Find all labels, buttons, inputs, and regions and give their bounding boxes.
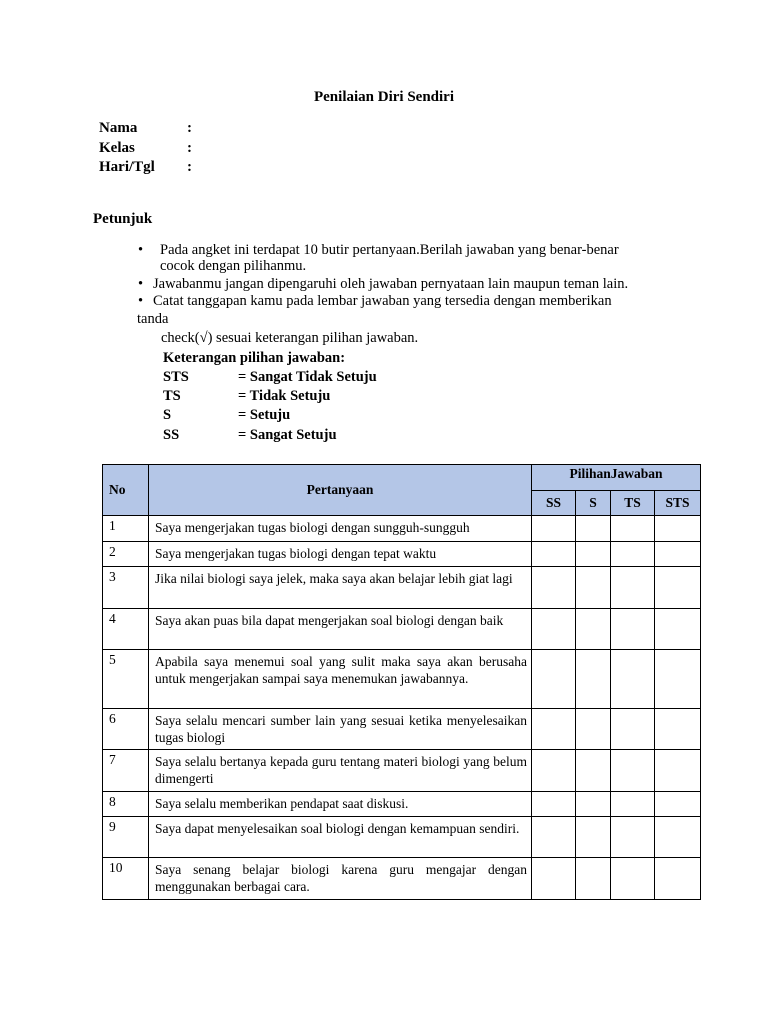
header-pertanyaan: Pertanyaan [149,465,532,516]
answer-cell-ts[interactable] [611,792,655,817]
check-instruction: check(√) sesuai keterangan pilihan jawaban. [161,330,419,346]
bullet-text: Pada angket ini terdapat 10 butir pertanyaan.Berilah jawaban yang benar-benar [160,242,619,258]
row-question: Saya dapat menyelesaikan soal biologi dengan kemampuan sendiri. [149,817,532,858]
bullet-dot: • [138,276,144,292]
answer-cell-ss[interactable] [532,858,576,900]
keterangan-sts [163,369,377,386]
bullet-item-1 [138,242,664,274]
row-number: 3 [103,567,149,609]
answer-cell-sts[interactable] [655,709,701,750]
answer-cell-ss[interactable] [532,567,576,609]
row-question: Saya akan puas bila dapat mengerjakan soal biologi dengan baik [149,609,532,650]
row-question: Saya selalu bertanya kepada guru tentang materi biologi yang belum dimengerti [149,750,532,792]
bullet-dot: • [138,242,144,258]
bullet-item-3 [138,293,664,309]
bullet-text: Catat tanggapan kamu pada lembar jawaban yang tersedia dengan memberikan [153,293,612,309]
desc: = Tidak Setuju [238,388,331,404]
answer-cell-ss[interactable] [532,709,576,750]
answer-cell-sts[interactable] [655,858,701,900]
table-row [103,516,701,542]
row-question: Saya mengerjakan tugas biologi dengan tepat waktu [149,542,532,567]
table-row [103,609,701,650]
table-row [103,858,701,900]
answer-cell-sts[interactable] [655,750,701,792]
row-number: 8 [103,792,149,817]
row-question: Apabila saya menemui soal yang sulit maka saya akan berusaha untuk mengerjakan sampai saya menemukan jawabannya. [149,650,532,709]
answer-cell-ts[interactable] [611,858,655,900]
desc: = Sangat Tidak Setuju [238,369,377,385]
header-no: No [103,465,149,516]
row-question: Saya selalu mencari sumber lain yang sesuai ketika menyelesaikan tugas biologi [149,709,532,750]
table-row [103,792,701,817]
bullet-text-cont: cocok dengan pilihanmu. [160,258,307,274]
keterangan-ss [163,427,337,444]
answer-cell-sts[interactable] [655,817,701,858]
row-question: Saya senang belajar biologi karena guru mengajar dengan menggunakan berbagai cara. [149,858,532,900]
header-option-ss: SS [532,491,576,516]
code: SS [163,427,180,443]
row-question: Saya selalu memberikan pendapat saat diskusi. [149,792,532,817]
nama-label: Nama [99,120,138,136]
answer-cell-ts[interactable] [611,709,655,750]
row-question: Saya mengerjakan tugas biologi dengan sungguh-sungguh [149,516,532,542]
row-question: Jika nilai biologi saya jelek, maka saya akan belajar lebih giat lagi [149,567,532,609]
answer-cell-ts[interactable] [611,567,655,609]
answer-cell-s[interactable] [576,567,611,609]
answer-cell-ts[interactable] [611,542,655,567]
answer-cell-s[interactable] [576,858,611,900]
keterangan-ts [163,388,330,405]
answer-cell-s[interactable] [576,817,611,858]
answer-cell-ts[interactable] [611,650,655,709]
answer-cell-s[interactable] [576,750,611,792]
answer-cell-ss[interactable] [532,542,576,567]
code: S [163,407,172,423]
header-option-ts: TS [611,491,655,516]
bullet-dot: • [138,293,144,309]
answer-cell-s[interactable] [576,792,611,817]
desc: = Setuju [238,407,291,423]
tanda-text: tanda [137,311,169,327]
keterangan-s [163,407,290,424]
answer-cell-ss[interactable] [532,516,576,542]
row-number: 5 [103,650,149,709]
row-number: 6 [103,709,149,750]
row-number: 1 [103,516,149,542]
answer-cell-ts[interactable] [611,516,655,542]
row-number: 7 [103,750,149,792]
row-number: 4 [103,609,149,650]
header-option-s: S [576,491,611,516]
table-row [103,750,701,792]
answer-cell-sts[interactable] [655,650,701,709]
answer-cell-s[interactable] [576,650,611,709]
table-row [103,567,701,609]
answer-cell-sts[interactable] [655,567,701,609]
code: STS [163,369,189,385]
answer-cell-ss[interactable] [532,817,576,858]
answer-cell-ss[interactable] [532,750,576,792]
header-option-sts: STS [655,491,701,516]
keterangan-heading: Keterangan pilihan jawaban: [163,350,346,366]
code: TS [163,388,181,404]
answer-cell-ts[interactable] [611,609,655,650]
answer-cell-ss[interactable] [532,792,576,817]
kelas-colon: : [187,140,192,156]
answer-cell-ts[interactable] [611,817,655,858]
answer-cell-sts[interactable] [655,516,701,542]
answer-cell-ss[interactable] [532,609,576,650]
answer-cell-s[interactable] [576,516,611,542]
answer-cell-sts[interactable] [655,792,701,817]
bullet-text: Jawabanmu jangan dipengaruhi oleh jawaban pernyataan lain maupun teman lain. [153,276,629,292]
hari-tgl-colon: : [187,159,192,175]
page-title: Penilaian Diri Sendiri [313,89,454,105]
table-row [103,542,701,567]
hari-tgl-label: Hari/Tgl [99,159,155,175]
table-row [103,817,701,858]
row-number: 10 [103,858,149,900]
row-number: 9 [103,817,149,858]
answer-cell-ts[interactable] [611,750,655,792]
nama-colon: : [187,120,192,136]
answer-cell-sts[interactable] [655,609,701,650]
header-pilihan-jawaban: PilihanJawaban [532,465,701,491]
nama-row [99,120,192,137]
desc: = Sangat Setuju [238,427,337,443]
hari-tgl-row [99,159,192,176]
petunjuk-heading: Petunjuk [93,211,153,227]
questionnaire-table [102,464,701,900]
table-row [103,709,701,750]
answer-cell-s[interactable] [576,542,611,567]
row-number: 2 [103,542,149,567]
table-row [103,650,701,709]
kelas-row [99,140,192,157]
answer-cell-sts[interactable] [655,542,701,567]
answer-cell-ss[interactable] [532,650,576,709]
bullet-item-2 [138,276,664,292]
kelas-label: Kelas [99,140,135,156]
answer-cell-s[interactable] [576,709,611,750]
answer-cell-s[interactable] [576,609,611,650]
